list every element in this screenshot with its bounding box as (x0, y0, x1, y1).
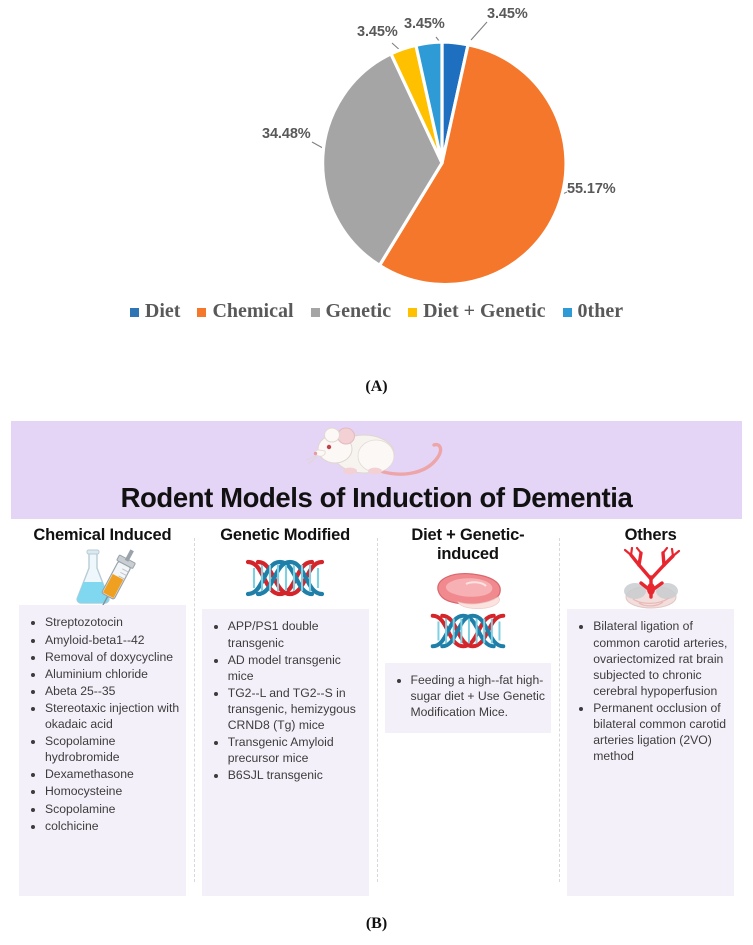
leader-line-diet (471, 22, 487, 40)
column-others (559, 526, 742, 896)
mouse-icon (302, 423, 452, 485)
figure-caption-a: (A) (365, 378, 388, 395)
legend-label-genetic: Genetic (325, 300, 392, 322)
list-others (571, 618, 730, 764)
list-item: • TG2--L and TG2--S in transgenic, hemizygous CRND8 (Tg) mice (228, 685, 365, 733)
legend-swatch-genetic (311, 308, 320, 317)
dna-helix-icon (242, 556, 328, 600)
chart-legend (0, 300, 753, 323)
dna-helix-icon-wrap (242, 547, 328, 609)
list-item: • Aluminium chloride (45, 666, 182, 682)
legend-label-other: 0ther (577, 300, 624, 322)
list-diet-genetic-induced (389, 672, 548, 720)
pie-value-label-other: 3.45% (404, 16, 445, 32)
diagram-header (11, 421, 742, 519)
pie-value-label-chemical: 55.17% (567, 181, 616, 197)
brain-arteries-icon (611, 547, 691, 609)
list-item: • Dexamethasone (45, 766, 182, 782)
list-item: • Bilateral ligation of common carotid arteries, ovariectomized rat brain subjected to chronic cerebral hypoperfusion (593, 618, 730, 698)
legend-swatch-diet-genetic (408, 308, 417, 317)
legend-item-diet (130, 300, 181, 323)
pie-value-label-genetic: 34.48% (262, 126, 311, 142)
flask-syringe-icon (63, 549, 141, 607)
list-item: • Abeta 25--35 (45, 683, 182, 699)
legend-swatch-chemical (197, 308, 206, 317)
list-item: • APP/PS1 double transgenic (228, 618, 365, 650)
legend-item-chemical (197, 300, 293, 323)
list-item: • B6SJL transgenic (228, 767, 365, 783)
list-item: • Scopolamine (45, 801, 182, 817)
list-item: • Scopolamine hydrobromide (45, 733, 182, 765)
list-item: • Amyloid-beta1--42 (45, 632, 182, 648)
legend-label-chemical: Chemical (212, 300, 294, 322)
list-genetic-modified (206, 618, 365, 783)
list-item: • Transgenic Amyloid precursor mice (228, 734, 365, 766)
pie-slices (323, 42, 566, 285)
list-item: • Removal of doxycycline (45, 649, 182, 665)
list-item: • Streptozotocin (45, 614, 182, 630)
panel-genetic-modified (202, 609, 369, 896)
legend-label-diet-genetic: Diet + Genetic (423, 300, 546, 322)
pie-chart (0, 0, 753, 295)
figure-caption-b: (B) (365, 915, 388, 932)
panel-chemical-induced (19, 605, 186, 896)
list-item: • AD model transgenic mice (228, 652, 365, 684)
pie-value-label-diet-genetic: 3.45% (357, 24, 398, 40)
column-title-genetic-modified: Genetic Modified (220, 526, 350, 544)
diagram-title: Rodent Models of Induction of Dementia (120, 482, 633, 513)
legend-item-genetic (311, 300, 392, 323)
column-title-chemical-induced: Chemical Induced (33, 526, 172, 544)
list-item: • Stereotaxic injection with okadaic acid (45, 700, 182, 732)
column-diet-genetic-induced (377, 526, 560, 896)
column-genetic-modified (194, 526, 377, 896)
meat-and-dna-icon-wrap (427, 567, 509, 655)
list-item: • Homocysteine (45, 783, 182, 799)
legend-swatch-diet (130, 308, 139, 317)
panel-diet-genetic-induced (385, 663, 552, 733)
brain-arteries-icon-wrap (611, 547, 691, 609)
pie-svg (0, 0, 753, 295)
list-item: • Feeding a high--fat high-sugar diet + Use Genetic Modification Mice. (411, 672, 548, 720)
column-title-others: Others (624, 526, 677, 544)
panel-others (567, 609, 734, 896)
legend-item-diet-genetic (408, 300, 545, 323)
column-title-diet-genetic-induced: Diet + Genetic-induced (411, 526, 525, 564)
flask-syringe-icon-wrap (63, 547, 141, 609)
legend-swatch-other (563, 308, 572, 317)
legend-item-other (563, 300, 624, 323)
panel-a-pie-chart (0, 0, 753, 405)
panel-b-diagram (11, 421, 742, 896)
diagram-columns (11, 519, 742, 896)
meat-steak-icon (428, 570, 508, 610)
legend-label-diet: Diet (144, 300, 181, 322)
list-item: • Permanent occlusion of bilateral common carotid arteries ligation (2VO) method (593, 700, 730, 764)
pie-value-label-diet: 3.45% (487, 6, 528, 22)
list-item: • colchicine (45, 818, 182, 834)
list-chemical-induced (23, 614, 182, 833)
column-chemical-induced (11, 526, 194, 896)
dna-helix-icon (427, 610, 509, 652)
